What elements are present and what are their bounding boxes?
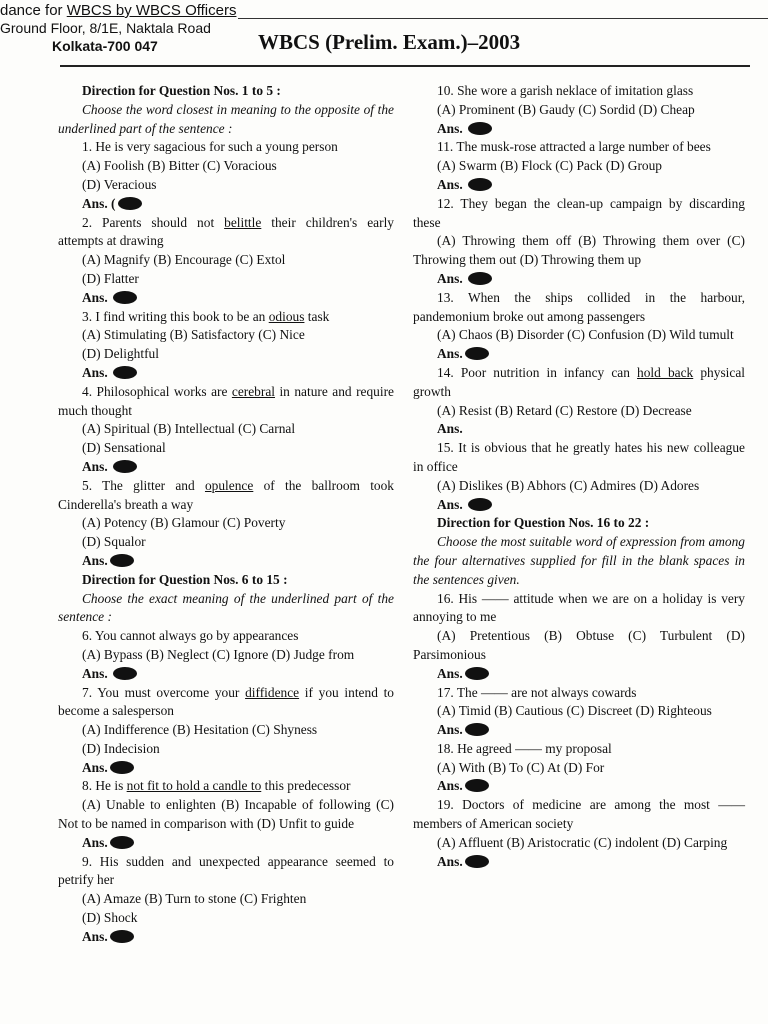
- options-2b: (D) Flatter: [82, 270, 139, 286]
- question-4: 4. Philosophical works are cerebral in nature and require much thought: [58, 383, 394, 418]
- answer-blot: [468, 498, 492, 511]
- options-7b: (D) Indecision: [82, 740, 160, 756]
- question-2: 2. Parents should not belittle their children's early attempts at drawing: [58, 214, 394, 249]
- answer-blot: [118, 197, 142, 210]
- question-9: 9. His sudden and unexpected appearance seemed to petrify her: [58, 853, 394, 888]
- answer-1: Ans. (: [58, 195, 394, 214]
- answer-12: Ans.: [413, 270, 745, 289]
- answer-blot: [110, 554, 134, 567]
- direction-heading-3: Direction for Question Nos. 16 to 22 :: [437, 515, 650, 531]
- answer-2: Ans.: [58, 289, 394, 308]
- question-13: 13. When the ships collided in the harbour, pandemonium broke out among passengers: [413, 289, 745, 324]
- page-header: [0, 0, 768, 68]
- question-12: 12. They began the clean-up campaign by discarding these: [413, 195, 745, 230]
- options-4a: (A) Spiritual (B) Intellectual (C) Carnal: [82, 421, 296, 437]
- answer-blot: [465, 667, 489, 680]
- answer-blot: [113, 366, 137, 379]
- left-column: [58, 82, 394, 947]
- question-6: 6. You cannot always go by appearances: [82, 628, 299, 644]
- options-5a: (A) Potency (B) Glamour (C) Poverty: [82, 515, 286, 531]
- options-9b: (D) Shock: [82, 910, 138, 926]
- answer-4: Ans.: [58, 458, 394, 477]
- options-10: (A) Prominent (B) Gaudy (C) Sordid (D) Cheap: [437, 101, 695, 117]
- question-14: 14. Poor nutrition in infancy can hold back physical growth: [413, 364, 745, 399]
- answer-blot: [465, 347, 489, 360]
- answer-blot: [465, 855, 489, 868]
- right-column: [413, 82, 745, 871]
- header-rule: [60, 65, 750, 67]
- direction-text-2: Choose the exact meaning of the underlined part of the sentence :: [58, 590, 394, 625]
- underlined-word: belittle: [224, 214, 262, 230]
- guidance-prefix: dance for: [0, 2, 67, 19]
- answer-8: Ans.: [58, 834, 394, 853]
- direction-heading-2: Direction for Question Nos. 6 to 15 :: [82, 571, 288, 587]
- answer-blot: [110, 836, 134, 849]
- options-1b: (D) Veracious: [82, 176, 157, 192]
- direction-text-3: Choose the most suitable word of expression from among the four alternatives supplied for fill in the blank spaces in the sentences given.: [413, 534, 745, 587]
- exam-title: WBCS (Prelim. Exam.)–2003: [258, 30, 521, 54]
- question-16: 16. His —— attitude when we are on a holiday is very annoying to me: [413, 590, 745, 625]
- answer-blot: [468, 122, 492, 135]
- address-line: Ground Floor, 8/1E, Naktala Road: [0, 20, 211, 36]
- answer-blot: [465, 779, 489, 792]
- answer-blot: [468, 272, 492, 285]
- options-5b: (D) Squalor: [82, 534, 146, 550]
- question-18: 18. He agreed —— my proposal: [437, 740, 612, 756]
- answer-blot: [113, 291, 137, 304]
- options-11: (A) Swarm (B) Flock (C) Pack (D) Group: [437, 158, 662, 174]
- direction-heading-1: Direction for Question Nos. 1 to 5 :: [82, 83, 281, 98]
- question-5: 5. The glitter and opulence of the ballroom took Cinderella's breath a way: [58, 477, 395, 512]
- answer-13: Ans.: [413, 345, 745, 364]
- answer-5: Ans.: [58, 552, 394, 571]
- question-3: 3. I find writing this book to be an odious task: [82, 308, 330, 324]
- options-9a: (A) Amaze (B) Turn to stone (C) Frighten: [82, 891, 307, 907]
- answer-blot: [110, 930, 134, 943]
- options-16: (A) Pretentious (B) Obtuse (C) Turbulent (D) Parsimonious: [413, 628, 745, 662]
- answer-7: Ans.: [58, 759, 394, 778]
- answer-blot: [110, 761, 134, 774]
- options-2a: (A) Magnify (B) Encourage (C) Extol: [82, 252, 286, 268]
- underlined-word: opulence: [204, 477, 254, 493]
- question-1: 1. He is very sagacious for such a young person: [82, 139, 338, 155]
- question-17: 17. The —— are not always cowards: [437, 684, 637, 700]
- options-17: (A) Timid (B) Cautious (C) Discreet (D) Righteous: [437, 703, 712, 719]
- answer-17: Ans.: [413, 721, 745, 740]
- city-line: Kolkata-700 047: [52, 38, 158, 54]
- answer-11: Ans.: [413, 176, 745, 195]
- answer-3: Ans.: [58, 364, 394, 383]
- answer-15: Ans.: [413, 496, 745, 515]
- underlined-word: diffidence: [245, 684, 300, 700]
- options-12: (A) Throwing them off (B) Throwing them over (C) Throwing them out (D) Throwing them up: [413, 233, 745, 268]
- underlined-phrase: not fit to hold a candle to: [126, 778, 262, 794]
- guidance-org: WBCS by WBCS Officers: [66, 2, 237, 19]
- answer-14: Ans.: [437, 421, 463, 437]
- options-7a: (A) Indifference (B) Hesitation (C) Shyness: [82, 722, 318, 738]
- answer-18: Ans.: [413, 777, 745, 796]
- question-10: 10. She wore a garish neklace of imitation glass: [437, 83, 694, 98]
- question-19: 19. Doctors of medicine are among the most —— members of American society: [413, 797, 745, 832]
- answer-blot: [468, 178, 492, 191]
- answer-blot: [113, 460, 137, 473]
- options-6a: (A) Bypass (B) Neglect (C) Ignore (D) Judge from: [82, 646, 355, 662]
- answer-6: Ans.: [58, 665, 394, 684]
- question-8: 8. He is not fit to hold a candle to this predecessor: [82, 778, 351, 794]
- answer-blot: [465, 723, 489, 736]
- options-19: (A) Affluent (B) Aristocratic (C) indolent (D) Carping: [437, 834, 728, 850]
- question-15: 15. It is obvious that he greatly hates his new colleague in office: [413, 440, 745, 474]
- options-3a: (A) Stimulating (B) Satisfactory (C) Nice: [82, 327, 305, 343]
- answer-blot: [113, 667, 137, 680]
- direction-text-1: Choose the word closest in meaning to the opposite of the underlined part of the sentence :: [58, 101, 394, 136]
- guidance-line: [0, 2, 236, 19]
- options-14: (A) Resist (B) Retard (C) Restore (D) Decrease: [437, 402, 692, 418]
- options-15: (A) Dislikes (B) Abhors (C) Admires (D) Adores: [437, 477, 700, 493]
- options-13: (A) Chaos (B) Disorder (C) Confusion (D) Wild tumult: [437, 327, 734, 343]
- answer-9: Ans.: [58, 928, 394, 947]
- options-3b: (D) Delightful: [82, 346, 159, 362]
- answer-10: Ans.: [413, 120, 745, 139]
- answer-16: Ans.: [413, 665, 745, 684]
- options-1a: (A) Foolish (B) Bitter (C) Voracious: [82, 158, 277, 174]
- answer-19: Ans.: [413, 853, 745, 872]
- options-18: (A) With (B) To (C) At (D) For: [437, 759, 605, 775]
- header-top-rule: [238, 18, 768, 19]
- options-4b: (D) Sensational: [82, 440, 166, 456]
- underlined-phrase: hold back: [637, 364, 694, 380]
- underlined-word: cerebral: [231, 383, 275, 399]
- underlined-word: odious: [268, 308, 305, 324]
- question-11: 11. The musk-rose attracted a large number of bees: [437, 139, 711, 155]
- question-7: 7. You must overcome your diffidence if you intend to become a salesperson: [58, 684, 394, 719]
- options-8a: (A) Unable to enlighten (B) Incapable of following (C) Not to be named in comparison with (D) Unfit to guide: [58, 797, 394, 832]
